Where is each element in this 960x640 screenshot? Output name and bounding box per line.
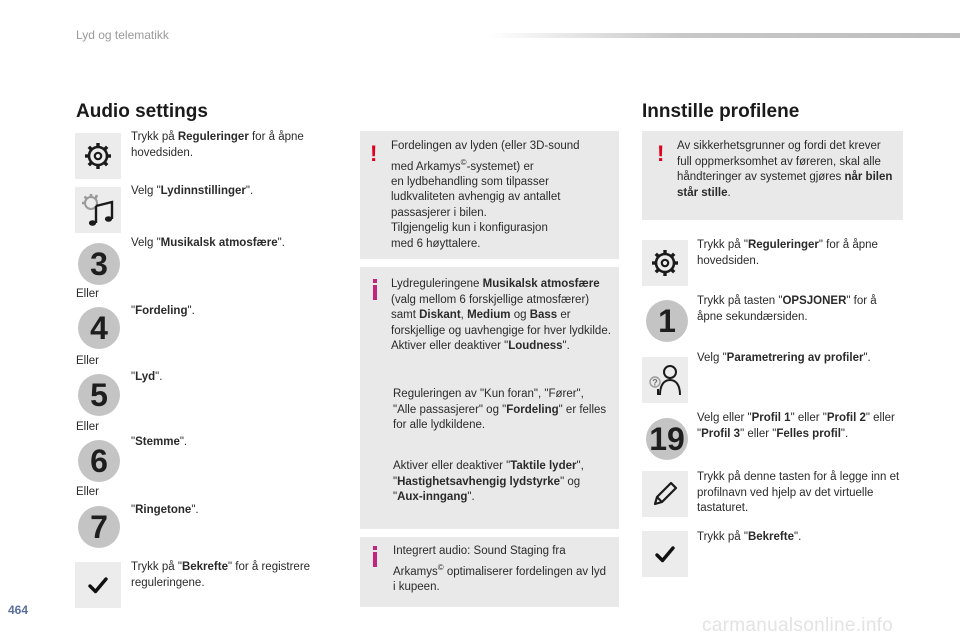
profile-settings-button: [642, 357, 688, 403]
step-number-7: 7: [78, 506, 120, 548]
info-panel: [360, 267, 619, 529]
info-text: Lydreguleringene Musikalsk atmosfære (valg mellom 6 forskjellige atmosfærer) samt Diskant, Medium og Bass er forskjellige og uavhengige for hver lydkilde. Aktiver eller deaktiver "Loudness".: [391, 278, 611, 352]
reguleringer-button: [642, 240, 688, 286]
info-text: Reguleringen av "Kun foran", "Fører", "Alle passasjerer" og "Fordeling" er felles for alle lydkildene.: [393, 388, 607, 431]
step-text: Velg "Lydinnstillinger".: [131, 185, 254, 197]
step-text: Trykk på "Reguleringer" for å åpne hovedsiden.: [697, 239, 878, 267]
step-text: "Lyd".: [131, 371, 163, 383]
gear-icon: [83, 141, 113, 171]
warning-text: Fordelingen av lyden (eller 3D-sound med Arkamys©-systemet) er en lydbehandling som tilpasser ludkvaliteten avhengig av antallet passasjerer i bilen. Tilgjengelig kun i konfigurasjon med 6 høyttalere.: [391, 140, 580, 250]
step-number-4: 4: [78, 307, 120, 349]
step-number-6: 6: [78, 440, 120, 482]
bekrefte-button: [642, 531, 688, 577]
warning-icon: !: [370, 141, 378, 166]
step-text: Trykk på Reguleringer for å åpne hovedsiden.: [131, 131, 304, 159]
profiles-title: Innstille profilene: [642, 101, 800, 122]
reguleringer-button: [75, 133, 121, 179]
lydinnstillinger-button: [75, 187, 121, 233]
step-number-5: 5: [78, 374, 120, 416]
step-text: Trykk på "Bekrefte".: [697, 531, 802, 543]
header-rule: [488, 33, 960, 38]
svg-text:?: ?: [652, 377, 658, 388]
step-text: Trykk på "Bekrefte" for å registrere reguleringene.: [131, 561, 311, 589]
info-text: Integrert audio: Sound Staging fra Arkamys© optimaliserer fordelingen av lyd i kupeen.: [393, 545, 606, 593]
info-icon: [373, 285, 377, 300]
watermark-url: carmanualsonline.info: [702, 615, 894, 636]
step-text: "Fordeling".: [131, 305, 195, 317]
step-number-3: 3: [78, 243, 120, 285]
step-number-19: 19: [646, 418, 688, 460]
info-panel: [360, 537, 619, 607]
step-text: Velg "Musikalsk atmosfære".: [131, 237, 285, 249]
warning-text: Av sikkerhetsgrunner og fordi det krever full oppmerksomhet av føreren, skal alle håndteringer av systemet gjøres når bilen står stille.: [677, 140, 893, 199]
profile-icon: [646, 361, 684, 399]
checkmark-icon: [654, 543, 676, 565]
step-number-1: 1: [646, 300, 688, 342]
step-text: Velg eller "Profil 1" eller "Profil 2" eller "Profil 3" eller "Felles profil".: [697, 412, 895, 440]
warning-icon: !: [657, 141, 665, 166]
edit-name-button: [642, 471, 688, 517]
step-text: Velg "Parametrering av profiler".: [697, 352, 871, 364]
info-icon: [373, 552, 377, 567]
section-header: Lyd og telematikk: [76, 28, 169, 42]
or-label: Eller: [76, 288, 100, 300]
step-text: "Stemme".: [131, 436, 188, 448]
gear-music-icon: [80, 192, 116, 228]
pencil-icon: [650, 479, 680, 509]
or-label: Eller: [76, 355, 100, 367]
bekrefte-button: [75, 562, 121, 608]
checkmark-icon: [87, 574, 109, 596]
or-label: Eller: [76, 421, 100, 433]
audio-settings-title: Audio settings: [76, 101, 208, 122]
gear-icon: [650, 248, 680, 278]
step-text: "Ringetone".: [131, 504, 199, 516]
step-text: Trykk på denne tasten for å legge inn et profilnavn ved hjelp av det virtuelle tastaturet.: [697, 471, 900, 514]
info-text: Aktiver eller deaktiver "Taktile lyder", "Hastighetsavhengig lydstyrke" og "Aux-inngang".: [393, 460, 584, 503]
warning-panel: [642, 131, 903, 220]
or-label: Eller: [76, 486, 100, 498]
warning-panel: [360, 131, 619, 259]
page-number: 464: [8, 603, 29, 617]
step-text: Trykk på tasten "OPSJONER" for å åpne sekundærsiden.: [697, 295, 877, 323]
